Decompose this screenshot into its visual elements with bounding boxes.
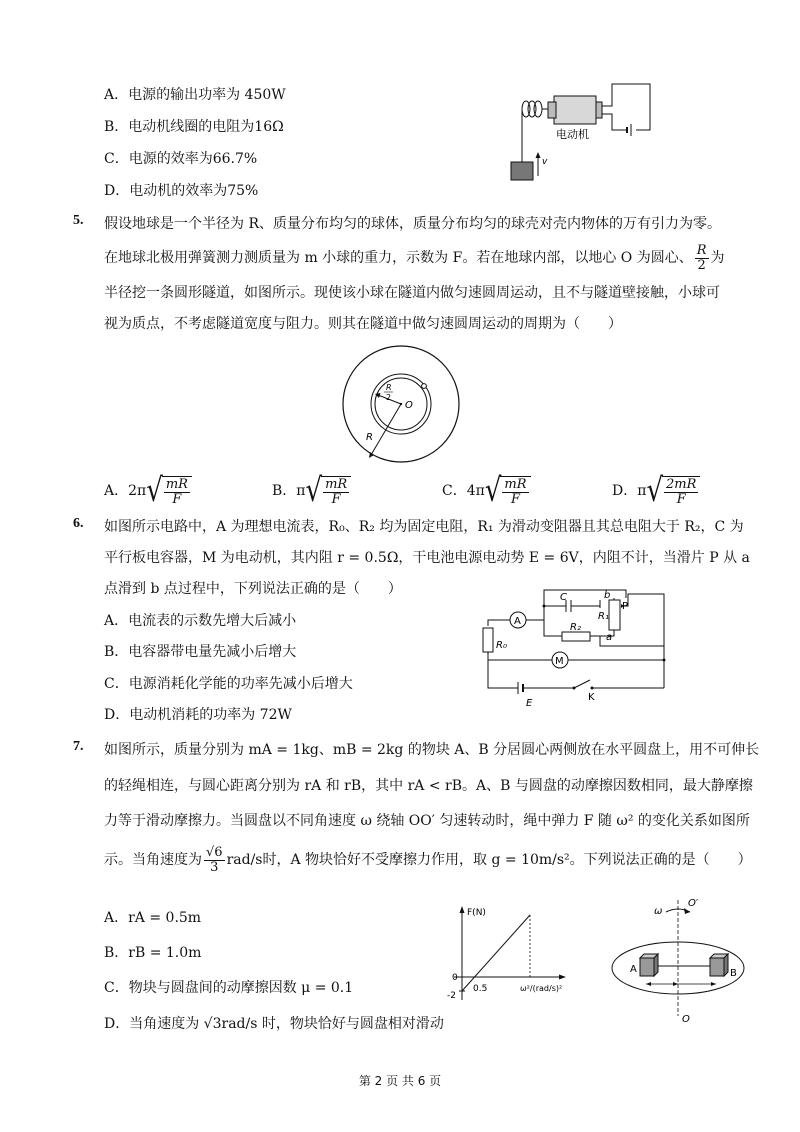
q5-option-a: A．2π √ $\frac{mR}{F}$ [104,476,192,506]
graph-x-mark: 0.5 [473,984,488,994]
half-radius-den: 2 [386,393,392,402]
q7-line2: 的轻绳相连，与圆心距离分别为 rA 和 rB，其中 rA < rB。A、B 与圆盘的动摩擦因数相同，最大静摩擦 [104,778,753,794]
q7-line3: 力等于滑动摩擦力。当圆盘以不同角速度 ω 绕轴 OO′ 匀速转动时，绳中弹力 F 随 ω² 的变化关系如图所 [104,813,750,829]
graph-origin-label: 0 [452,973,458,983]
q5-option-b: B．π √ $\frac{mR}{F}$ [272,476,351,506]
capacitor-label: C [560,592,567,603]
q5-line3: 半径挖一条圆形隧道，如图所示。现使该小球在隧道内做匀速圆周运动，且不与隧道壁接触，小球可 [104,285,720,301]
q6-option-d: D．电动机消耗的功率为 72W [104,707,292,723]
r1-label: R₁ [598,611,609,622]
q4-option-d: D．电动机的效率为75% [104,183,259,199]
point-a-label: a [606,632,613,643]
q7-option-c: C．物块与圆盘间的动摩擦因数 μ = 0.1 [104,980,354,996]
half-radius-num: R [386,383,392,392]
q6-line3: 点滑到 b 点过程中，下列说法正确的是（ ） [104,581,402,597]
center-O-label: O [405,400,413,411]
axis-o-top-label: O′ [688,898,699,909]
q4-option-b: B．电动机线圈的电阻为16Ω [104,119,284,135]
q7-line1: 如图所示，质量分别为 mA = 1kg、mB = 2kg 的物块 A、B 分居圆心两侧放在水平圆盘上，用不可伸长 [104,742,760,758]
graph-y-mark: -2 [447,991,456,1001]
q6-option-a: A．电流表的示数先增大后减小 [104,613,297,629]
point-b-label: b [604,590,611,601]
page-footer: 第 2 页 共 6 页 [358,1074,442,1088]
block-a-label: A [630,964,637,975]
r2-label: R₂ [570,622,581,633]
q5-number: 5. [73,213,84,228]
radius-R-label: R [366,432,373,443]
q5-line1: 假设地球是一个半径为 R、质量分布均匀的球体，质量分布均匀的球壳对壳内物体的万有引力为零。 [104,216,721,232]
block-b-label: B [730,968,737,979]
omega-label: ω [654,906,663,917]
q7-number: 7. [73,739,84,754]
ammeter-label: A [514,616,521,627]
motor-m-label: M [555,656,564,667]
q7-disk-figure [606,896,756,1026]
axis-o-bottom-label: O [682,1014,690,1025]
q7-force-graph [440,900,570,1010]
q6-circuit-figure [478,584,678,710]
velocity-label: v [542,157,548,167]
q4-option-c: C．电源的效率为66.7% [104,151,258,167]
q6-number: 6. [73,516,84,531]
q5-option-c: C．4π √ $\frac{mR}{F}$ [442,476,531,506]
r0-label: R₀ [496,640,507,651]
q4-option-a: A．电源的输出功率为 450W [104,87,286,103]
q6-option-b: B．电容器带电量先减小后增大 [104,644,297,660]
q5-line4: 视为质点，不考虑隧道宽度与阻力。则其在隧道中做匀速圆周运动的周期为（ ） [104,316,622,332]
motor-label: 电动机 [556,128,589,141]
graph-x-axis-label: ω²/(rad/s)² [520,984,563,993]
q6-line1: 如图所示电路中，A 为理想电流表，R₀、R₂ 均为固定电阻，R₁ 为滑动变阻器且其总电阻大于 R₂，C 为 [104,519,744,535]
q7-line4: 示。当角速度为 $\frac{√6}{3}$ rad/s时，A 物块恰好不受摩擦力作用，取 g = 10m/s²。下列说法正确的是（ ） [104,845,752,875]
q5-option-d: D．π √ $\frac{2mR}{F}$ [612,476,700,506]
q5-half-radius-fraction: $\frac{R}{2}$ [696,243,707,273]
q7-option-a: A．rA = 0.5m [104,910,202,926]
q7-option-b: B．rB = 1.0m [104,945,202,961]
q5-line2: 在地球北极用弹簧测力测质量为 m 小球的重力，示数为 F。若在地球内部，以地心 O 为圆心、 $\frac{R}{2}$ 为 [104,243,725,273]
graph-y-axis-label: F(N) [467,908,486,918]
q5-earth-figure [336,340,466,470]
q6-line2: 平行板电容器，M 为电动机，其内阻 r = 0.5Ω，干电池电源电动势 E = 6V，内阻不计，当滑片 P 从 a [104,550,750,566]
slider-p-label: P [622,601,629,612]
emf-e-label: E [526,698,533,709]
q7-option-d: D．当角速度为 √3rad/s 时，物块恰好与圆盘相对滑动 [104,1016,444,1032]
q4-motor-figure [500,78,660,188]
q6-option-c: C．电源消耗化学能的功率先减小后增大 [104,676,353,692]
switch-k-label: K [588,692,595,703]
q7-omega-fraction: $\frac{√6}{3}$ [206,845,223,875]
